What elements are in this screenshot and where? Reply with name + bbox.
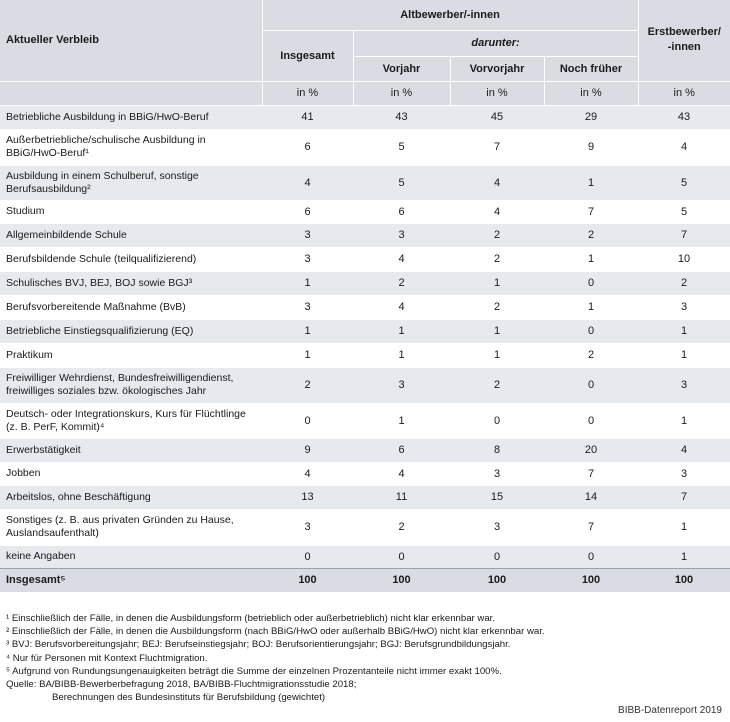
column-header-darunter: darunter: xyxy=(353,30,638,56)
row-label: Berufsvorbereitende Maßnahme (BvB) xyxy=(0,295,262,319)
cell-value: 3 xyxy=(353,223,450,247)
row-label: Berufsbildende Schule (teilqualifizierend) xyxy=(0,247,262,271)
cell-value: 3 xyxy=(638,295,730,319)
cell-value: 1 xyxy=(638,545,730,568)
row-label: Jobben xyxy=(0,462,262,485)
cell-value: 2 xyxy=(450,295,544,319)
cell-value: 5 xyxy=(638,200,730,223)
row-label: Betriebliche Ausbildung in BBiG/HwO-Beruf xyxy=(0,105,262,129)
unit-row xyxy=(0,81,730,105)
cell-value: 0 xyxy=(544,367,638,403)
column-header-vorjahr: Vorjahr xyxy=(353,56,450,81)
table-row xyxy=(0,462,730,485)
cell-value: 13 xyxy=(262,485,353,509)
table-row xyxy=(0,271,730,295)
row-label: keine Angaben xyxy=(0,545,262,568)
cell-value: 2 xyxy=(544,223,638,247)
cell-value: 41 xyxy=(262,105,353,129)
table-row xyxy=(0,319,730,343)
row-label: Praktikum xyxy=(0,343,262,367)
cell-value: 3 xyxy=(262,509,353,545)
cell-value: 4 xyxy=(450,200,544,223)
cell-value: 0 xyxy=(353,545,450,568)
unit-label: in % xyxy=(262,81,353,105)
cell-value: 1 xyxy=(638,403,730,438)
cell-value: 6 xyxy=(353,200,450,223)
row-label: Betriebliche Einstiegsqualifizierung (EQ) xyxy=(0,319,262,343)
cell-value: 3 xyxy=(450,509,544,545)
unit-label: in % xyxy=(450,81,544,105)
footnote: ² Einschließlich der Fälle, in denen die Ausbildungsform (nach BBiG/HwO oder außerhalb BBiG/HwO) nicht klar erkennbar war. xyxy=(6,626,545,638)
cell-value: 11 xyxy=(353,485,450,509)
cell-value: 7 xyxy=(544,462,638,485)
row-label: Freiwilliger Wehrdienst, Bundesfreiwilligendienst, freiwilliges soziales bzw. ökologisches Jahr xyxy=(0,367,262,403)
cell-value: 1 xyxy=(353,403,450,438)
column-header-altbewerber: Altbewerber/-innen xyxy=(262,0,638,30)
cell-value: 1 xyxy=(544,295,638,319)
row-label: Allgemeinbildende Schule xyxy=(0,223,262,247)
cell-value: 7 xyxy=(450,129,544,165)
cell-value: 4 xyxy=(450,165,544,200)
total-label: Insgesamt⁵ xyxy=(0,568,262,592)
footnotes xyxy=(6,612,724,704)
cell-value: 2 xyxy=(450,367,544,403)
cell-value: 1 xyxy=(262,343,353,367)
cell-value: 0 xyxy=(450,403,544,438)
column-header-vorvorjahr: Vorvorjahr xyxy=(450,56,544,81)
cell-value: 0 xyxy=(450,545,544,568)
cell-value: 14 xyxy=(544,485,638,509)
cell-value: 1 xyxy=(450,319,544,343)
table-row xyxy=(0,343,730,367)
total-value: 100 xyxy=(638,568,730,592)
row-label: Schulisches BVJ, BEJ, BOJ sowie BGJ³ xyxy=(0,271,262,295)
cell-value: 0 xyxy=(544,403,638,438)
cell-value: 1 xyxy=(638,319,730,343)
cell-value: 1 xyxy=(450,271,544,295)
cell-value: 2 xyxy=(638,271,730,295)
cell-value: 3 xyxy=(262,223,353,247)
cell-value: 6 xyxy=(262,200,353,223)
table-row xyxy=(0,105,730,129)
column-header-verbleib: Aktueller Verbleib xyxy=(0,0,262,81)
unit-label: in % xyxy=(353,81,450,105)
cell-value: 3 xyxy=(638,462,730,485)
cell-value: 9 xyxy=(544,129,638,165)
cell-value: 10 xyxy=(638,247,730,271)
cell-value: 1 xyxy=(638,343,730,367)
table-row xyxy=(0,200,730,223)
table-row xyxy=(0,403,730,438)
source-line: Quelle: BA/BIBB-Bewerberbefragung 2018, BA/BIBB-Fluchtmigrationsstudie 2018; xyxy=(6,679,357,691)
footnote: ³ BVJ: Berufsvorbereitungsjahr; BEJ: Berufseinstiegsjahr; BOJ: Berufsorientierungsjahr; BGJ: Berufsgrundbildungsjahr. xyxy=(6,639,511,651)
cell-value: 2 xyxy=(544,343,638,367)
cell-value: 45 xyxy=(450,105,544,129)
row-label: Studium xyxy=(0,200,262,223)
cell-value: 7 xyxy=(638,485,730,509)
cell-value: 29 xyxy=(544,105,638,129)
cell-value: 1 xyxy=(262,271,353,295)
cell-value: 7 xyxy=(638,223,730,247)
row-label: Ausbildung in einem Schulberuf, sonstige Berufsausbildung² xyxy=(0,165,262,200)
row-label: Erwerbstätigkeit xyxy=(0,438,262,462)
total-row xyxy=(0,568,730,592)
cell-value: 1 xyxy=(638,509,730,545)
cell-value: 2 xyxy=(262,367,353,403)
cell-value: 5 xyxy=(353,165,450,200)
footnote: ⁴ Nur für Personen mit Kontext Fluchtmigration. xyxy=(6,652,208,664)
cell-value: 1 xyxy=(544,165,638,200)
table-row xyxy=(0,129,730,165)
row-label: Arbeitslos, ohne Beschäftigung xyxy=(0,485,262,509)
cell-value: 1 xyxy=(353,343,450,367)
table-row xyxy=(0,165,730,200)
table-row xyxy=(0,545,730,568)
cell-value: 4 xyxy=(638,129,730,165)
table-row xyxy=(0,223,730,247)
total-value: 100 xyxy=(262,568,353,592)
cell-value: 9 xyxy=(262,438,353,462)
cell-value: 3 xyxy=(450,462,544,485)
cell-value: 5 xyxy=(638,165,730,200)
cell-value: 6 xyxy=(262,129,353,165)
table-row xyxy=(0,367,730,403)
cell-value: 1 xyxy=(544,247,638,271)
column-header-erstbewerber: Erstbewerber/ -innen xyxy=(638,0,730,81)
cell-value: 4 xyxy=(638,438,730,462)
cell-value: 3 xyxy=(353,367,450,403)
unit-label: in % xyxy=(638,81,730,105)
cell-value: 0 xyxy=(262,545,353,568)
total-value: 100 xyxy=(450,568,544,592)
unit-label: in % xyxy=(544,81,638,105)
cell-value: 7 xyxy=(544,200,638,223)
brand-label: BIBB-Datenreport 2019 xyxy=(618,705,722,716)
cell-value: 3 xyxy=(262,247,353,271)
cell-value: 20 xyxy=(544,438,638,462)
cell-value: 43 xyxy=(353,105,450,129)
cell-value: 5 xyxy=(353,129,450,165)
cell-value: 0 xyxy=(262,403,353,438)
cell-value: 43 xyxy=(638,105,730,129)
table-row xyxy=(0,247,730,271)
cell-value: 8 xyxy=(450,438,544,462)
cell-value: 1 xyxy=(353,319,450,343)
row-label: Außerbetriebliche/schulische Ausbildung in BBiG/HwO-Beruf¹ xyxy=(0,129,262,165)
cell-value: 2 xyxy=(450,223,544,247)
cell-value: 0 xyxy=(544,545,638,568)
row-label: Deutsch- oder Integrationskurs, Kurs für Flüchtlinge (z. B. PerF, Kommit)⁴ xyxy=(0,403,262,438)
cell-value: 7 xyxy=(544,509,638,545)
cell-value: 1 xyxy=(450,343,544,367)
cell-value: 0 xyxy=(544,271,638,295)
cell-value: 4 xyxy=(353,247,450,271)
cell-value: 2 xyxy=(353,271,450,295)
table-row xyxy=(0,295,730,319)
cell-value: 15 xyxy=(450,485,544,509)
cell-value: 4 xyxy=(353,295,450,319)
column-header-insgesamt: Insgesamt xyxy=(262,30,353,81)
cell-value: 4 xyxy=(353,462,450,485)
cell-value: 3 xyxy=(262,295,353,319)
table-row xyxy=(0,485,730,509)
cell-value: 3 xyxy=(638,367,730,403)
footnote: ¹ Einschließlich der Fälle, in denen die Ausbildungsform (betrieblich oder außerbetrieblich) nicht klar erkennbar war. xyxy=(6,613,495,624)
cell-value: 2 xyxy=(353,509,450,545)
source-line: Berechnungen des Bundesinstituts für Berufsbildung (gewichtet) xyxy=(52,692,326,704)
cell-value: 0 xyxy=(544,319,638,343)
cell-value: 2 xyxy=(450,247,544,271)
cell-value: 4 xyxy=(262,462,353,485)
column-header-noch-frueher: Noch früher xyxy=(544,56,638,81)
cell-value: 1 xyxy=(262,319,353,343)
footnote: ⁵ Aufgrund von Rundungsungenauigkeiten beträgt die Summe der einzelnen Prozentanteile nicht immer exakt 100%. xyxy=(6,665,502,677)
cell-value: 6 xyxy=(353,438,450,462)
cell-value: 4 xyxy=(262,165,353,200)
table-row xyxy=(0,509,730,545)
total-value: 100 xyxy=(544,568,638,592)
table-row xyxy=(0,438,730,462)
total-value: 100 xyxy=(353,568,450,592)
row-label: Sonstiges (z. B. aus privaten Gründen zu Hause, Auslandsaufenthalt) xyxy=(0,509,262,545)
